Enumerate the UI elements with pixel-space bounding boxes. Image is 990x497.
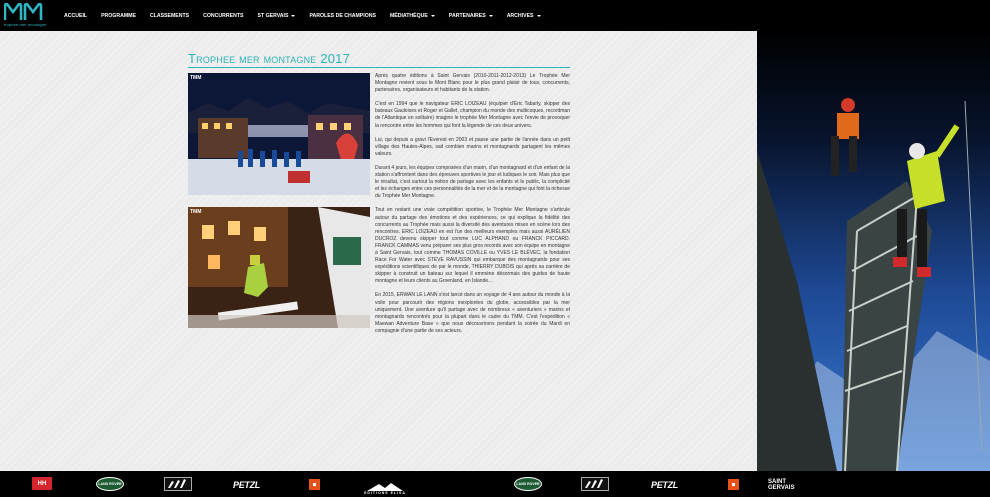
- sponsor-saint-gervais[interactable]: [768, 476, 808, 494]
- sponsor-helly-hansen[interactable]: [32, 477, 52, 490]
- nav-programme[interactable]: [101, 13, 136, 19]
- logo-mark-icon: [4, 3, 44, 21]
- caret-down-icon: [291, 15, 295, 17]
- nav-concurrents[interactable]: [203, 13, 243, 19]
- tmm-badge: TMM: [190, 209, 202, 216]
- sponsor-land-rover-2[interactable]: [514, 477, 542, 491]
- paragraph-5: Tout en restant une vraie compétition sportive, le Trophée Mer Montagne s'articule autour du partage des émotions et des expériences, ce qui explique la fidélité des concurrents au Trophée mais aussi la diversité des aventures mises en scène lors des rencontres. ERIC LOIZEAU en est l'un des meilleurs exemples mais aussi AURÉLIEN DUCROZ devenu skipper tout comme LUC ALPHAND ou FRANCK PICCARD. FRANCK CAMMAS venu préparer ses plus gros records avec son équipe en montagne à Saint Gervais, tout comme THOMAS COVILLE ou YVES LE BLÉVEC, la fondation Race For Water avec STEVE RAVUSSIN qui embarque des montagnards pour ses expéditions scientifiques de par le monde, THIERRY DUBOIS qui après sa carrière de skipper à construit un bateau sur lequel il emmène désormais des guides de haute montagne et leurs clients au Groenland, en Islande…: [375, 207, 570, 285]
- paragraph-6: En 2015, ERWAN LE LANN s'est lancé dans un voyage de 4 ans autour du monde à la voile pour parcourir des régions inexplorées du globe, accessibles par la mer uniquement. Une aventure qu'il partage avec de nombreux « aventuriers » marins et montagnards rencontrés pour la plupart dans le cadre du TMM. C'est l'expédition « Maewan Adventure Base » que nous découvrirons pendant la soirée du Mardi en compagnie d'une partie de ses acteurs.: [375, 292, 570, 334]
- nav-label: ARCHIVES: [506, 13, 534, 19]
- orange-dot-icon: [313, 483, 316, 486]
- orange-dot-icon: [732, 483, 735, 486]
- article-image-snowboarder: [188, 207, 370, 328]
- article-image-night-village: [188, 73, 370, 195]
- sponsor-label: SAINT GERVAIS: [768, 479, 795, 491]
- top-navigation-bar: [0, 0, 990, 31]
- nav-label: ACCUEIL: [64, 13, 88, 19]
- nav-label: CONCURRENTS: [203, 13, 244, 19]
- page-title: Trophee mer montagne 2017: [188, 51, 351, 66]
- sponsor-adidas-2[interactable]: [581, 477, 609, 491]
- climbers-photo: [757, 31, 990, 471]
- nav-label: ST GERVAIS: [257, 13, 289, 19]
- tmm-badge: TMM: [190, 75, 202, 81]
- caret-down-icon: [489, 15, 493, 17]
- nav-archives[interactable]: [507, 13, 541, 19]
- nav-label: CLASSEMENTS: [149, 13, 190, 19]
- village-night-photo-icon: [188, 73, 370, 195]
- sponsor-label: LAND ROVER: [516, 482, 540, 486]
- sponsor-petzl-2[interactable]: [651, 476, 678, 494]
- paragraph-3: Lui, qui depuis a gravi l'Everest en 2003 et passe une partie de l'année dans un petit village des Hautes-Alpes, sait combien marins et montagnards partagent les mêmes valeurs.: [375, 136, 570, 157]
- sponsor-label: EDITIONS ELISA: [364, 491, 406, 495]
- nav-mediatheque[interactable]: [390, 13, 435, 19]
- sponsor-label: PETZL: [651, 480, 678, 490]
- main-nav: [64, 13, 555, 19]
- climbers-on-pylon-photo-icon: [757, 31, 990, 471]
- caret-down-icon: [537, 15, 541, 17]
- snowboarder-photo-icon: [188, 207, 370, 328]
- nav-label: PAROLES DE CHAMPIONS: [309, 13, 376, 19]
- sponsor-label: HH: [37, 480, 47, 487]
- sponsor-petzl[interactable]: [233, 476, 260, 494]
- content-panel: [0, 31, 757, 471]
- mountain-icon: [367, 483, 403, 491]
- nav-label: PROGRAMME: [101, 13, 136, 19]
- nav-partenaires[interactable]: [449, 13, 493, 19]
- sponsor-land-rover[interactable]: [96, 477, 124, 491]
- nav-label: PARTENAIRES: [448, 13, 486, 19]
- caret-down-icon: [431, 15, 435, 17]
- adidas-stripes-icon: [583, 479, 607, 489]
- sponsor-orange-logo[interactable]: [309, 479, 320, 490]
- paragraph-1: Après quatre éditions à Saint Gervais (2010-2011-2012-2013) Le Trophée Mer Montagne revient sous le Mont Blanc pour le plus grand plaisir de tous, concurrents, partenaires, organisateurs et habitants de la station.: [375, 73, 570, 94]
- nav-accueil[interactable]: [64, 13, 87, 19]
- adidas-stripes-icon: [166, 479, 190, 489]
- nav-label: MÉDIATHÈQUE: [389, 13, 428, 19]
- paragraph-2: C'est en 1994 que le navigateur ERIC LOIZEAU (équipier d'Eric Tabarly, skipper des bateaux Gauloises et Roger et Gallet, champion du monde des multicoques, recordman de l'Atlantique en solitaire) imagine le trophée Mer Montagne avec l'envie de provoquer la rencontre entre les hommes qui font la légende de ces deux univers.: [375, 101, 570, 129]
- sponsor-adidas[interactable]: [164, 477, 192, 491]
- nav-st-gervais[interactable]: [258, 13, 296, 19]
- sponsor-label: LAND ROVER: [98, 482, 122, 486]
- sponsor-editions-elisa[interactable]: [360, 480, 410, 497]
- sponsor-bar: [0, 471, 990, 497]
- site-logo[interactable]: [4, 3, 47, 29]
- sponsor-label: PETZL: [233, 480, 260, 490]
- paragraph-4: Durant 4 jours, les équipes composées d'un marin, d'un montagnard et d'un enfant de la station s'affrontent dans des épreuves sportives le jour et ludiques le soir. Mais plus que le résultat, c'est surtout la notion de partage avec les enfants et le public, la complicité et les échanges entre ces personnalités de la mer et de la montagne qui font la richesse du Trophée Mer Montagne.: [375, 164, 570, 200]
- article: [188, 52, 570, 342]
- sponsor-orange-logo-2[interactable]: [728, 479, 739, 490]
- nav-classements[interactable]: [150, 13, 189, 19]
- title-divider: [188, 67, 570, 68]
- logo-text: trophée mer montagne: [4, 22, 47, 27]
- nav-paroles-de-champions[interactable]: [309, 13, 375, 19]
